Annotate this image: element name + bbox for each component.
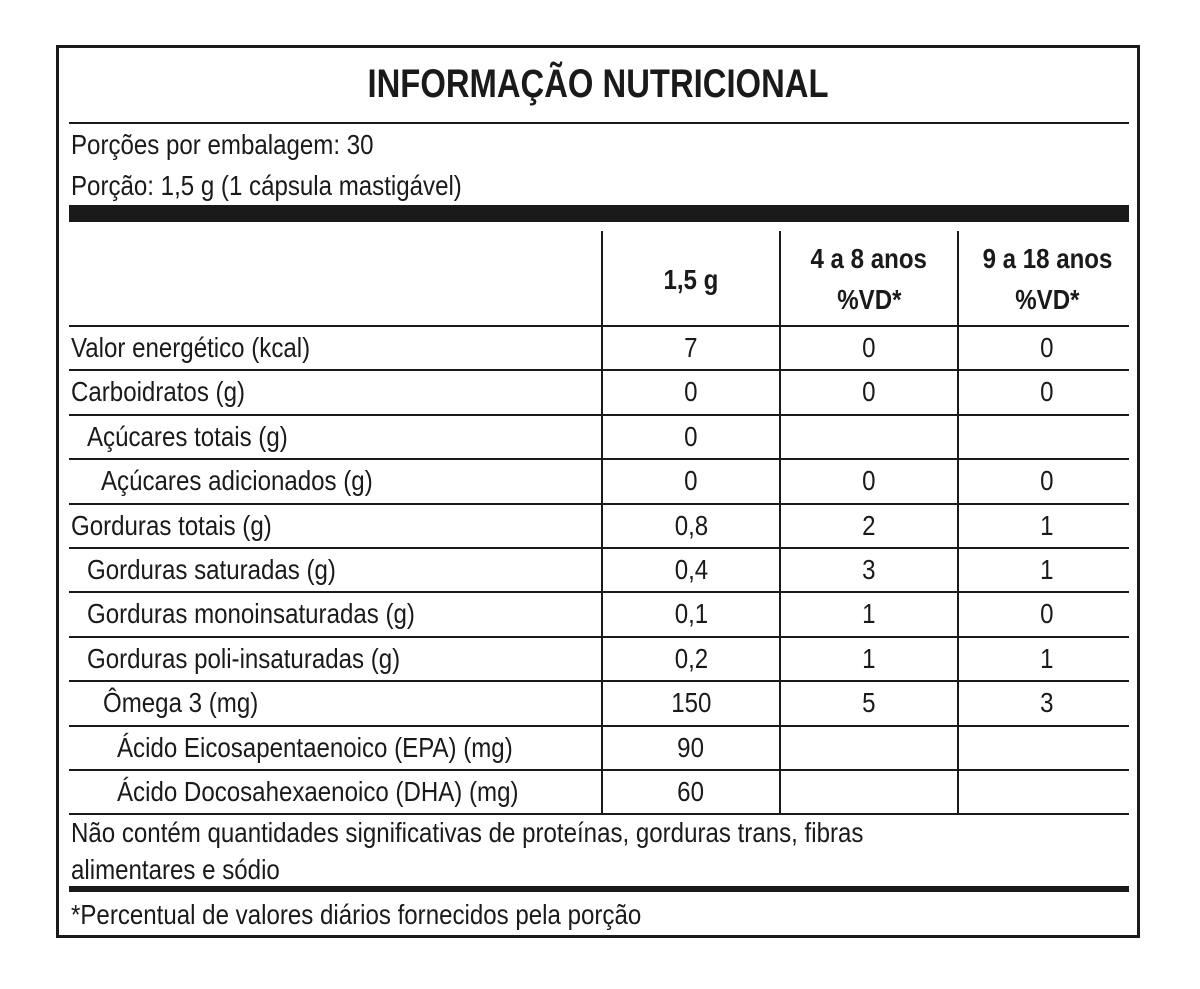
row-divider	[69, 591, 1129, 593]
nutrient-vd2-value	[959, 423, 1135, 451]
header-vd-9-18-age: 9 a 18 anos	[982, 243, 1112, 274]
nutrient-vd2-value	[959, 734, 1135, 762]
nutrient-vd1-value: 5	[862, 687, 876, 718]
row-divider	[69, 414, 1129, 416]
nutrient-vd1-value	[781, 423, 957, 451]
nutrient-amount-value: 0,1	[674, 598, 708, 629]
nutrient-name: Gorduras poli-insaturadas (g)	[87, 643, 401, 674]
nutrient-vd1-value	[781, 734, 957, 762]
servings-per-package: Porções por embalagem: 30	[71, 129, 374, 160]
row-divider	[69, 458, 1129, 460]
footnote-line-2: alimentares e sódio	[71, 854, 280, 885]
nutrient-name: Gorduras saturadas (g)	[87, 554, 336, 585]
nutrient-name: Gorduras totais (g)	[71, 510, 272, 541]
nutrient-vd1-value	[781, 778, 957, 806]
nutrient-vd1-value: 0	[862, 332, 876, 363]
nutrient-name: Valor energético (kcal)	[71, 332, 311, 363]
divider	[69, 813, 1129, 815]
header-vd-4-8-age: 4 a 8 anos	[810, 243, 928, 274]
header-amount: 1,5 g	[663, 264, 719, 295]
nutrient-vd2-value: 1	[1040, 510, 1054, 541]
nutrient-vd1-value: 2	[862, 510, 876, 541]
serving-size: Porção: 1,5 g (1 cápsula mastigável)	[71, 170, 462, 201]
nutrient-amount-value: 7	[684, 332, 698, 363]
nutrient-vd1-value: 1	[862, 598, 876, 629]
nutrient-vd1-value: 0	[862, 465, 876, 496]
nutrient-vd2-value: 1	[1040, 554, 1054, 585]
row-divider	[69, 369, 1129, 371]
row-divider	[69, 769, 1129, 771]
header-vd-9-18-label: %VD*	[1014, 284, 1080, 315]
nutrient-name: Ômega 3 (mg)	[103, 687, 259, 718]
nutrient-vd2-value: 1	[1040, 643, 1054, 674]
nutrient-amount-value: 150	[670, 687, 712, 718]
nutrient-vd2-value	[959, 778, 1135, 806]
nutrient-vd2-value: 3	[1040, 687, 1054, 718]
nutrient-amount-value: 0,2	[674, 643, 708, 674]
divider	[69, 122, 1129, 124]
nutrient-amount-value: 0	[684, 376, 698, 407]
footnote-line-1: Não contém quantidades significativas de proteínas, gorduras trans, fibras	[71, 817, 864, 848]
nutrient-vd1-value: 3	[862, 554, 876, 585]
nutrient-name: Açúcares adicionados (g)	[101, 465, 373, 496]
nutrient-vd2-value: 0	[1040, 598, 1054, 629]
row-divider	[69, 547, 1129, 549]
row-divider	[69, 725, 1129, 727]
label-title: INFORMAÇÃO NUTRICIONAL	[367, 62, 829, 106]
nutrient-name: Ácido Docosahexaenoico (DHA) (mg)	[117, 776, 519, 807]
nutrient-vd1-value: 0	[862, 376, 876, 407]
vd-note: *Percentual de valores diários fornecidos pela porção	[71, 899, 642, 930]
nutrient-vd2-value: 0	[1040, 465, 1054, 496]
nutrient-amount-value: 90	[677, 732, 705, 763]
nutrition-facts-label	[56, 45, 1140, 938]
row-divider	[69, 325, 1129, 327]
thick-divider	[69, 886, 1129, 892]
nutrient-vd2-value: 0	[1040, 376, 1054, 407]
nutrient-name: Açúcares totais (g)	[87, 421, 288, 452]
thick-divider	[69, 205, 1129, 222]
nutrient-amount-value: 0,4	[674, 554, 708, 585]
nutrient-amount-value: 60	[677, 776, 705, 807]
nutrient-vd2-value: 0	[1040, 332, 1054, 363]
row-divider	[69, 636, 1129, 638]
nutrient-vd1-value: 1	[862, 643, 876, 674]
header-vd-4-8-label: %VD*	[836, 284, 902, 315]
nutrient-amount-value: 0	[684, 465, 698, 496]
nutrient-name: Carboidratos (g)	[71, 376, 245, 407]
nutrient-name: Ácido Eicosapentaenoico (EPA) (mg)	[117, 732, 513, 763]
nutrient-amount-value: 0	[684, 421, 698, 452]
nutrient-amount-value: 0,8	[674, 510, 708, 541]
row-divider	[69, 680, 1129, 682]
row-divider	[69, 503, 1129, 505]
nutrient-name: Gorduras monoinsaturadas (g)	[87, 598, 415, 629]
